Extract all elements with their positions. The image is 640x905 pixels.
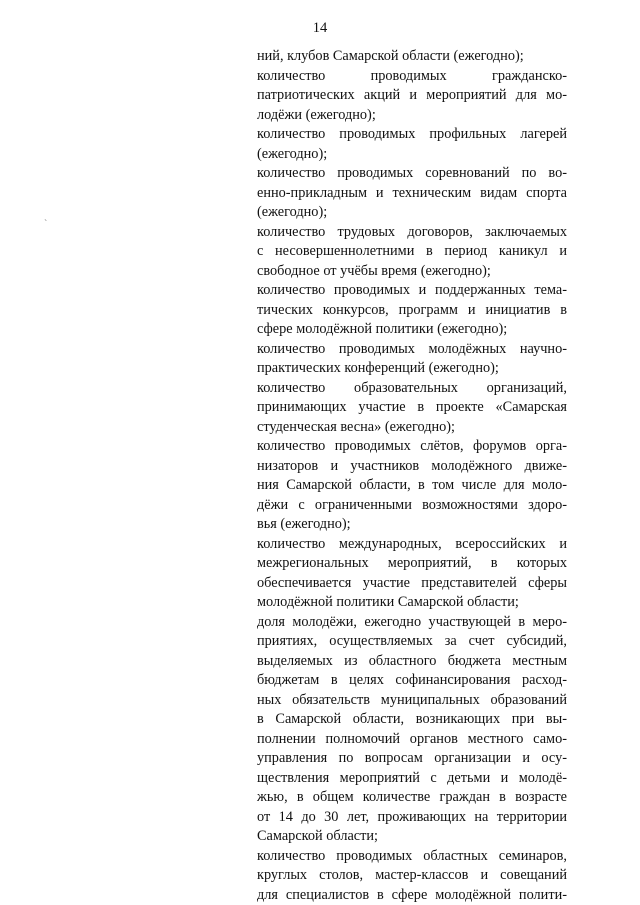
text-line: количество проводимых молодёжных научно-	[257, 340, 567, 357]
text-line: обеспечивается участие представителей сферы	[257, 574, 567, 591]
text-line: количество проводимых соревнований по во-	[257, 165, 567, 181]
page-number: 14	[312, 20, 328, 36]
text-line: количество проводимых профильных лагерей	[257, 126, 567, 142]
text-line: количество проводимых областных семинаров,	[257, 847, 567, 864]
text-line: управления по вопросам организации и осу-	[257, 750, 567, 766]
text-line: лодёжи (ежегодно);	[257, 106, 376, 123]
text-line: с несовершеннолетними в период каникул и	[257, 243, 567, 259]
text-line: дёжи с ограниченными возможностями здоро-	[257, 496, 567, 513]
text-line: молодёжной политики Самарской области;	[257, 594, 519, 610]
text-line: ний, клубов Самарской области (ежегодно);	[257, 48, 524, 64]
document-text-column	[257, 47, 567, 905]
text-line: бюджетам в целях софинансирования расход-	[257, 672, 567, 688]
text-line: енно-прикладным и техническим видам спорта	[257, 184, 567, 201]
text-line: ния Самарской области, в том числе для моло-	[257, 477, 567, 493]
text-line: количество проводимых и поддержанных тема-	[257, 282, 567, 298]
text-line: количество трудовых договоров, заключаемых	[257, 223, 567, 240]
text-line: принимающих участие в проекте «Самарская	[257, 399, 567, 415]
text-line: межрегиональных мероприятий, в которых	[257, 555, 567, 571]
text-line: приятиях, осуществляемых за счет субсидий,	[257, 633, 567, 649]
text-line: студенческая весна» (ежегодно);	[257, 418, 456, 435]
text-line: ных обязательств муниципальных образований	[257, 691, 567, 708]
text-line: количество образовательных организаций,	[257, 379, 567, 396]
text-line: для специалистов в сфере молодёжной полити-	[257, 886, 567, 903]
text-line: полнении полномочий органов местного само-	[257, 730, 567, 747]
text-line: вья (ежегодно);	[257, 516, 351, 532]
text-line: от 14 до 30 лет, проживающих на территории	[257, 808, 567, 825]
text-line: жью, в общем количестве граждан в возрасте	[257, 789, 567, 805]
text-line: выделяемых из областного бюджета местным	[257, 652, 567, 669]
text-line: доля молодёжи, ежегодно участвующей в меро-	[257, 613, 567, 630]
text-line: (ежегодно);	[257, 204, 328, 220]
text-line: количество проводимых слётов, форумов орга-	[257, 438, 567, 454]
text-line: круглых столов, мастер-классов и совещаний	[257, 867, 567, 883]
text-line: ществления мероприятий с детьми и молодё-	[257, 769, 567, 786]
text-line: практических конференций (ежегодно);	[257, 360, 499, 376]
text-line: патриотических акций и мероприятий для мо-	[257, 87, 567, 103]
text-line: количество международных, всероссийских и	[257, 535, 567, 552]
text-line: количество проводимых гражданско-	[257, 67, 567, 84]
stray-mark: `	[44, 219, 48, 230]
text-line: тических конкурсов, программ и инициатив в	[257, 301, 567, 318]
text-line: (ежегодно);	[257, 145, 328, 162]
text-line: в Самарской области, возникающих при вы-	[257, 711, 567, 727]
text-line: Самарской области;	[257, 828, 379, 844]
text-line: сфере молодёжной политики (ежегодно);	[257, 321, 508, 337]
text-line: свободное от учёбы время (ежегодно);	[257, 262, 491, 279]
text-line: низаторов и участников молодёжного движе-	[257, 457, 567, 474]
